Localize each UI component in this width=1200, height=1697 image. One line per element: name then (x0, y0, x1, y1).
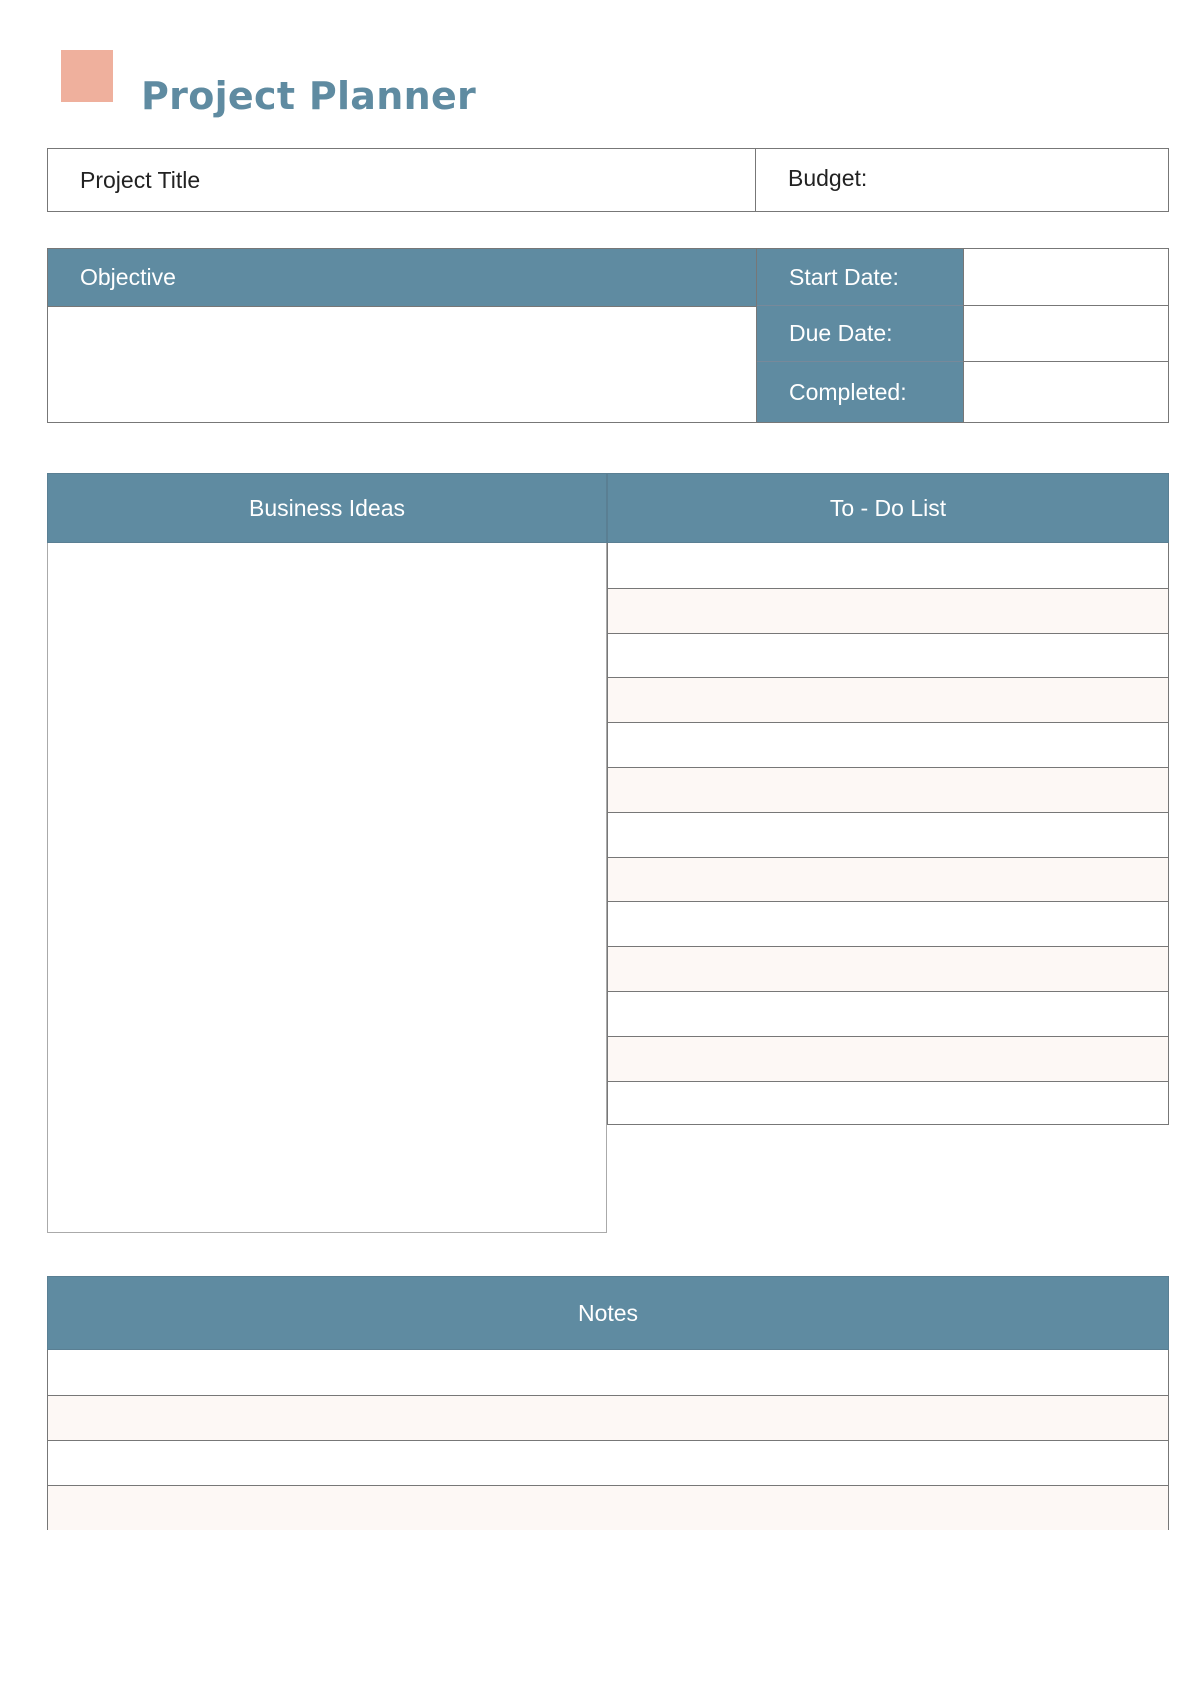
notes-header (47, 1276, 1169, 1350)
objective-dates-block (47, 248, 1169, 423)
notes-row[interactable] (48, 1485, 1168, 1530)
start-date-label: Start Date: (789, 263, 899, 290)
todo-row[interactable] (608, 857, 1168, 902)
accent-square (61, 50, 113, 102)
todo-row[interactable] (608, 812, 1168, 857)
page-title: Project Planner (141, 74, 477, 118)
todo-row[interactable] (608, 722, 1168, 767)
todo-row[interactable] (608, 588, 1168, 633)
budget-label: Budget: (788, 164, 868, 191)
due-date-label-cell (757, 306, 963, 362)
completed-field[interactable] (964, 362, 1168, 422)
due-date-field[interactable] (964, 306, 1168, 362)
notes-row[interactable] (48, 1395, 1168, 1440)
budget-field[interactable] (756, 149, 1168, 211)
todo-list (607, 543, 1169, 1125)
start-date-label-cell (757, 249, 963, 306)
todo-header (607, 473, 1169, 543)
business-ideas-field[interactable] (47, 543, 607, 1233)
notes-row[interactable] (48, 1440, 1168, 1485)
todo-label: To - Do List (829, 494, 947, 521)
objective-field[interactable] (48, 306, 756, 422)
notes-list (47, 1350, 1169, 1530)
objective-label: Objective (80, 264, 176, 290)
business-ideas-header (47, 473, 607, 543)
todo-row[interactable] (608, 677, 1168, 722)
project-title-field[interactable] (48, 149, 756, 211)
notes-row[interactable] (48, 1350, 1168, 1395)
todo-row[interactable] (608, 543, 1168, 588)
date-labels-column (756, 249, 964, 422)
objective-header (48, 249, 756, 306)
business-ideas-label: Business Ideas (249, 494, 405, 521)
todo-row[interactable] (608, 991, 1168, 1036)
project-title-label: Project Title (80, 166, 201, 193)
todo-row[interactable] (608, 1036, 1168, 1081)
start-date-field[interactable] (964, 249, 1168, 306)
todo-row[interactable] (608, 633, 1168, 678)
completed-label-cell (757, 362, 963, 422)
todo-row[interactable] (608, 767, 1168, 812)
notes-label: Notes (577, 1299, 639, 1326)
todo-row[interactable] (608, 1081, 1168, 1126)
todo-row[interactable] (608, 901, 1168, 946)
todo-row[interactable] (608, 946, 1168, 991)
due-date-label: Due Date: (789, 320, 893, 346)
project-info-row (47, 148, 1169, 212)
completed-label: Completed: (789, 378, 907, 405)
